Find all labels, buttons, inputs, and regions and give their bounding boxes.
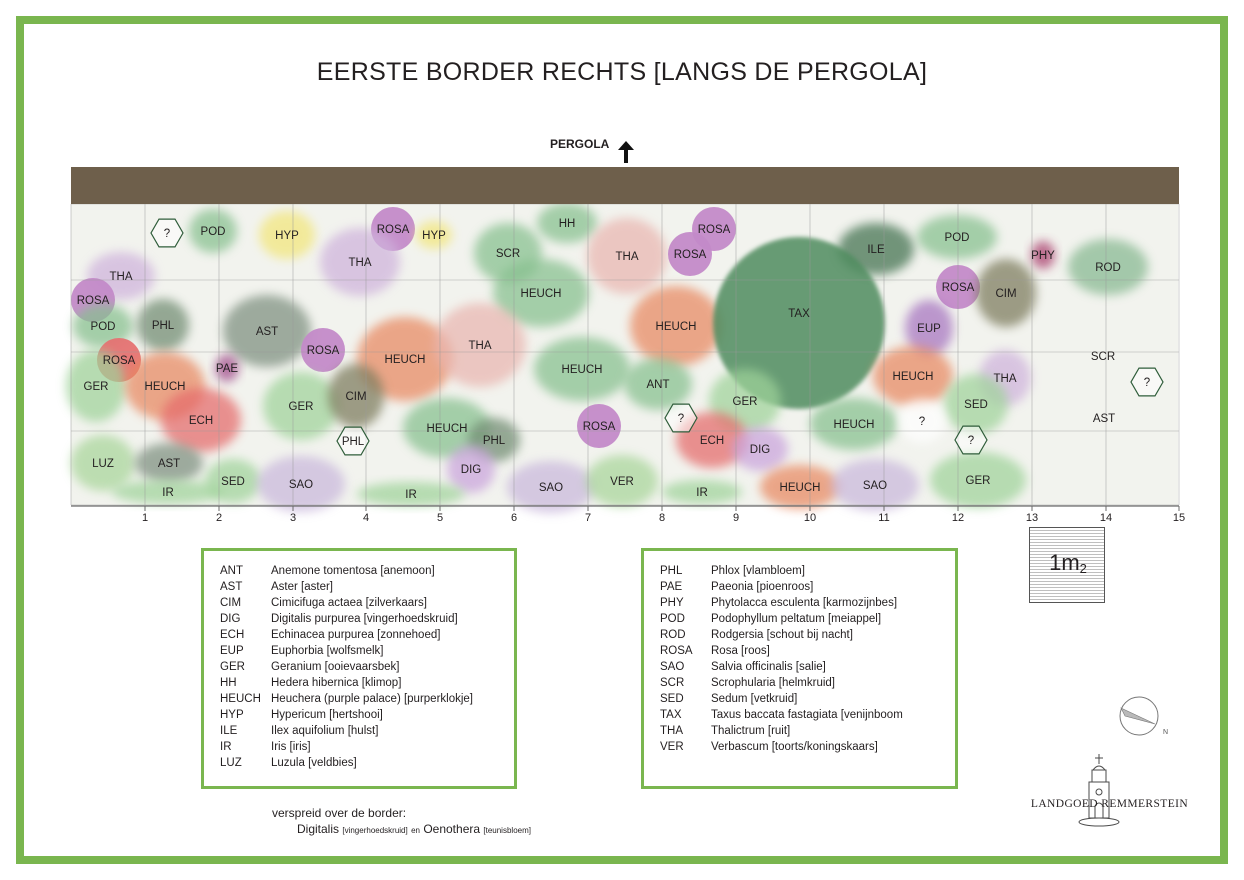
legend-row (220, 627, 514, 643)
legend-name: Luzula [veldbies] (271, 757, 357, 769)
legend-code: EUP (220, 645, 244, 657)
plant-label-heuch: HEUCH (561, 364, 603, 376)
plant-label-ver: VER (610, 476, 634, 488)
axis-tick-label: 10 (803, 512, 817, 524)
plant-label-heuch: HEUCH (426, 423, 468, 435)
axis-tick-label: 5 (436, 512, 444, 524)
plant-label-phl: PHL (151, 320, 175, 332)
legend-row (660, 659, 955, 675)
legend-code: THA (660, 725, 683, 737)
plant-label-pod: POD (90, 321, 116, 333)
scale-square (1029, 527, 1105, 603)
legend-row (660, 563, 955, 579)
axis-tick-label: 2 (215, 512, 223, 524)
plant-label-tha: THA (615, 251, 639, 263)
axis-tick-label: 1 (141, 512, 149, 524)
legend-name: Hedera hibernica [klimop] (271, 677, 402, 689)
legend-name: Digitalis purpurea [vingerhoedskruid] (271, 613, 458, 625)
legend-code: LUZ (220, 757, 242, 769)
legend-code: ROD (660, 629, 686, 641)
legend-row (220, 611, 514, 627)
pergola-bar (71, 167, 1179, 204)
plant-label-scr: SCR (1090, 351, 1116, 363)
legend-row (220, 659, 514, 675)
legend-row (660, 707, 955, 723)
plant-label-hh: HH (558, 218, 576, 230)
compass-icon (1115, 694, 1175, 744)
legend-name: Sedum [vetkruid] (711, 693, 798, 705)
legend-row (220, 675, 514, 691)
axis-tick-label: 8 (658, 512, 666, 524)
axis-tick-label: 6 (510, 512, 518, 524)
legend-row (660, 723, 955, 739)
legend-row (220, 691, 514, 707)
plant-label-phl: PHL (482, 435, 506, 447)
plant-label-unknown: ? (918, 416, 926, 428)
plant-label-tha: THA (348, 257, 372, 269)
axis-tick-label: 3 (289, 512, 297, 524)
plant-label-hyp: HYP (275, 230, 299, 242)
plant-label-rod: ROD (1095, 262, 1121, 274)
plant-label-hyp: HYP (422, 230, 446, 242)
plant-label-ant: ANT (646, 379, 670, 391)
plant-label-rosa: ROSA (102, 355, 136, 367)
legend-row (660, 691, 955, 707)
legend-row (660, 739, 955, 755)
axis-tick-label: 15 (1172, 512, 1186, 524)
scatter-and: en (411, 826, 420, 835)
plant-label-ir: IR (162, 487, 174, 499)
plant-label-ast: AST (1092, 413, 1116, 425)
plant-label-unknown: ? (163, 228, 171, 240)
logo-text: LANDGOED REMMERSTEIN (1030, 798, 1189, 810)
plant-label-heuch: HEUCH (833, 419, 875, 431)
legend-code: ECH (220, 629, 245, 641)
plant-label-tha: THA (109, 271, 133, 283)
plant-label-unknown: ? (677, 413, 685, 425)
scatter-digitalis-note: [vingerhoedskruid] (342, 826, 408, 835)
plant-label-sao: SAO (288, 479, 314, 491)
compass-north-label: N (1163, 729, 1169, 736)
legend-name: Anemone tomentosa [anemoon] (271, 565, 435, 577)
legend-name: Cimicifuga actaea [zilverkaars] (271, 597, 427, 609)
legend-name: Ilex aquifolium [hulst] (271, 725, 379, 737)
plant-label-ech: ECH (699, 435, 725, 447)
legend-name: Rosa [roos] (711, 645, 770, 657)
legend-code: PHY (660, 597, 684, 609)
pergola-label: PERGOLA (550, 137, 610, 151)
legend-name: Podophyllum peltatum [meiappel] (711, 613, 882, 625)
legend-row (220, 739, 514, 755)
scale-value: 1m (1049, 550, 1080, 575)
plant-label-rosa: ROSA (376, 224, 410, 236)
legend-row (660, 595, 955, 611)
legend-name: Salvia officinalis [salie] (711, 661, 826, 673)
legend-code: HEUCH (220, 693, 261, 705)
estate-tower-icon (1022, 752, 1197, 828)
legend-name: Heuchera (purple palace) [purperklokje] (271, 693, 473, 705)
legend-code: ANT (220, 565, 243, 577)
legend-name: Euphorbia [wolfsmelk] (271, 645, 384, 657)
plant-label-sao: SAO (862, 480, 888, 492)
legend-name: Phytolacca esculenta [karmozijnbes] (711, 597, 898, 609)
plant-label-cim: CIM (345, 391, 367, 403)
legend-code: HYP (220, 709, 244, 721)
plant-label-dig: DIG (460, 464, 482, 476)
axis-tick-label: 9 (732, 512, 740, 524)
plant-label-phl: PHL (341, 436, 365, 448)
scatter-note-species (297, 822, 531, 836)
legend-row (660, 611, 955, 627)
scatter-oenothera-note: [teunisbloem] (483, 826, 531, 835)
plant-label-pae: PAE (215, 363, 239, 375)
plant-label-tha: THA (468, 340, 492, 352)
plant-label-pod: POD (944, 232, 970, 244)
legend-row (660, 627, 955, 643)
legend-code: POD (660, 613, 685, 625)
legend-row (220, 563, 514, 579)
axis-tick-label: 12 (951, 512, 965, 524)
axis-tick-label: 14 (1099, 512, 1113, 524)
legend-code: GER (220, 661, 245, 673)
legend-row (220, 595, 514, 611)
legend-row (220, 643, 514, 659)
legend-code: TAX (660, 709, 682, 721)
plant-label-rosa: ROSA (76, 295, 110, 307)
legend-code: SAO (660, 661, 685, 673)
plant-label-ir: IR (696, 487, 708, 499)
legend-right (641, 548, 958, 789)
plant-label-rosa: ROSA (673, 249, 707, 261)
legend-name: Aster [aster] (271, 581, 333, 593)
axis-tick-label: 7 (584, 512, 592, 524)
plant-label-sed: SED (964, 399, 988, 411)
page-title: EERSTE BORDER RECHTS [LANGS DE PERGOLA] (316, 58, 928, 86)
legend-code: ILE (220, 725, 238, 737)
plant-label-heuch: HEUCH (384, 354, 426, 366)
legend-name: Taxus baccata fastagiata [venijnboom (711, 709, 903, 721)
legend-code: PHL (660, 565, 683, 577)
legend-left (201, 548, 517, 789)
plant-label-pod: POD (200, 226, 226, 238)
plant-label-ger: GER (288, 401, 314, 413)
legend-row (660, 643, 955, 659)
plant-label-ger: GER (83, 381, 109, 393)
legend-code: PAE (660, 581, 683, 593)
legend-row (660, 675, 955, 691)
plant-label-rosa: ROSA (306, 345, 340, 357)
plant-label-tha: THA (993, 373, 1017, 385)
legend-name: Verbascum [toorts/koningskaars] (711, 741, 878, 753)
plant-label-heuch: HEUCH (779, 482, 821, 494)
legend-row (220, 707, 514, 723)
plant-label-ast: AST (157, 458, 181, 470)
legend-code: CIM (220, 597, 242, 609)
plant-label-unknown: ? (1143, 377, 1151, 389)
plant-label-ast: AST (255, 326, 279, 338)
plant-label-scr: SCR (495, 248, 521, 260)
plant-label-dig: DIG (749, 444, 771, 456)
legend-row (220, 755, 514, 771)
legend-name: Paeonia [pioenroos] (711, 581, 814, 593)
plant-label-eup: EUP (917, 323, 941, 335)
legend-row (220, 723, 514, 739)
plant-label-ir: IR (405, 489, 417, 501)
plant-label-sed: SED (221, 476, 245, 488)
scatter-note-heading: verspreid over de border: (272, 806, 407, 820)
legend-code: SED (660, 693, 684, 705)
scale-unit-power: 2 (1079, 561, 1087, 576)
scatter-oenothera: Oenothera (423, 822, 481, 836)
scatter-digitalis: Digitalis (297, 822, 340, 836)
plant-label-rosa: ROSA (697, 224, 731, 236)
legend-code: AST (220, 581, 243, 593)
plant-label-ech: ECH (188, 415, 214, 427)
axis-tick-label: 13 (1025, 512, 1039, 524)
legend-name: Echinacea purpurea [zonnehoed] (271, 629, 441, 641)
plant-label-rosa: ROSA (582, 421, 616, 433)
legend-name: Geranium [ooievaarsbek] (271, 661, 400, 673)
plant-label-heuch: HEUCH (892, 371, 934, 383)
legend-name: Phlox [vlambloem] (711, 565, 805, 577)
plant-label-heuch: HEUCH (144, 381, 186, 393)
plant-label-luz: LUZ (92, 458, 114, 470)
legend-row (660, 579, 955, 595)
plant-label-phy: PHY (1031, 250, 1055, 262)
legend-name: Rodgersia [schout bij nacht] (711, 629, 853, 641)
legend-code: SCR (660, 677, 685, 689)
legend-code: IR (220, 741, 232, 753)
legend-name: Iris [iris] (271, 741, 311, 753)
scale-label (1030, 550, 1106, 576)
plant-label-ger: GER (732, 396, 758, 408)
plant-label-ile: ILE (867, 244, 885, 256)
plant-label-cim: CIM (995, 288, 1017, 300)
legend-code: HH (220, 677, 237, 689)
landgoed-logo (1022, 752, 1197, 828)
plant-label-rosa: ROSA (941, 282, 975, 294)
plant-label-unknown: ? (967, 435, 975, 447)
legend-code: DIG (220, 613, 241, 625)
legend-name: Scrophularia [helmkruid] (711, 677, 836, 689)
axis-tick-label: 11 (878, 512, 890, 524)
plant-label-heuch: HEUCH (655, 321, 697, 333)
legend-code: ROSA (660, 645, 693, 657)
legend-name: Hypericum [hertshooi] (271, 709, 383, 721)
legend-name: Thalictrum [ruit] (711, 725, 791, 737)
plant-label-sao: SAO (538, 482, 564, 494)
legend-code: VER (660, 741, 684, 753)
plant-label-tax: TAX (788, 308, 810, 320)
legend-row (220, 579, 514, 595)
axis-tick-label: 4 (362, 512, 370, 524)
plant-label-heuch: HEUCH (520, 288, 562, 300)
plant-label-ger: GER (965, 475, 991, 487)
